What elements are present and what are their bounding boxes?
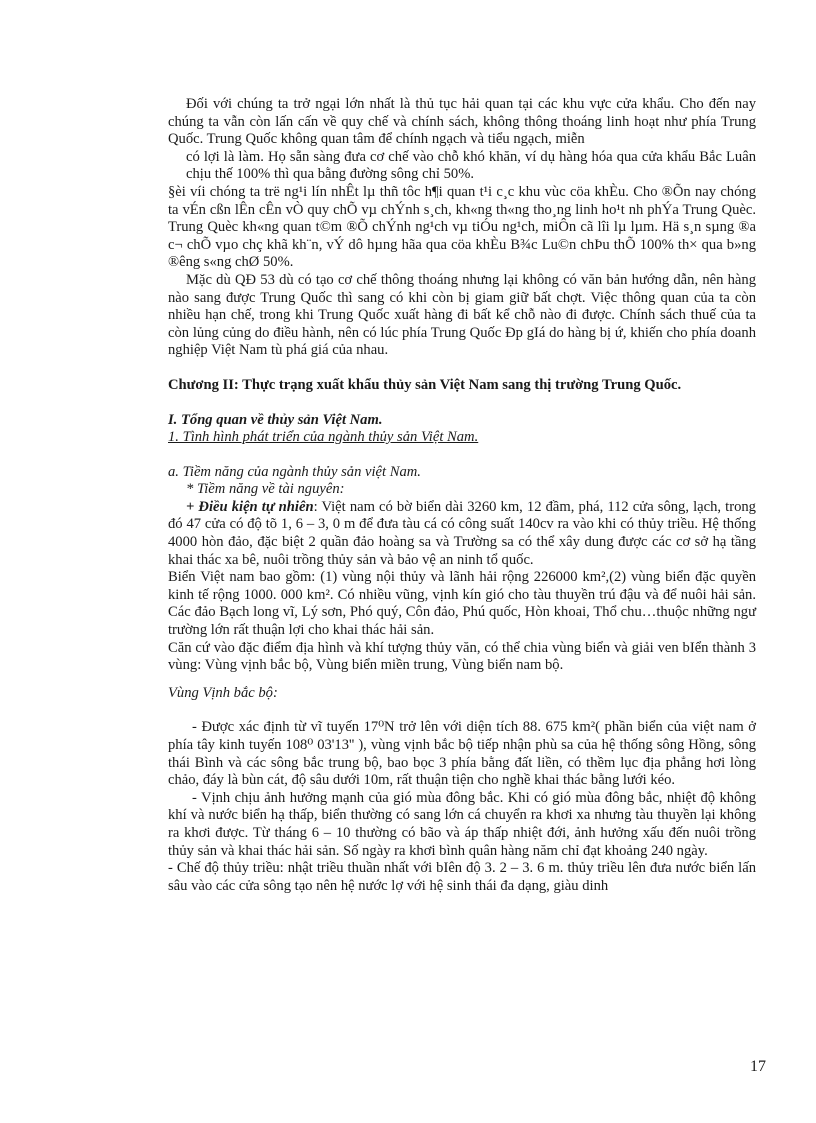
paragraph-decision-53: Mặc dù QĐ 53 dù có tạo cơ chế thông thoáng nhưng lại không có văn bản hướng dẫn, nên hàng nào sang được Trung Quốc thì sang có khi còn bị giam giữ bất chợt. Việc thông quan của ta còn nhiều hạn chế, trong khi Trung Quốc xuất hàng đi bất kể chỗ nào đi được. Chính sách thuế của ta còn lủng củng do điều hành, nên có lúc phía Trung Quốc Đp gIá do hàng bị ứ, khiến cho phía doanh nghiệp Việt Nam tù phá giá của nhau. <box>168 271 756 359</box>
section-title: I. Tổng quan về thủy sản Việt Nam. <box>168 411 383 428</box>
paragraph-garbled-encoding: §èi víi chóng ta trë ng¹i lín nhÊt lµ thñ tôc h¶i quan t¹i c¸c khu vùc cöa khÈu. Cho ®Õn nay chóng ta vÉn cßn lÊn cÊn vÒ quy chÕ vµ chÝnh s¸ch, kh«ng th«ng tho¸ng linh ho¹t nh phÝa Trung Quèc. Trung Quèc kh«ng quan t©m ®Õ chÝnh ng¹ch vµ tiÓu ng¹ch, miÔn cã lîi lµ lµm. Hä s¸n sµng ®a c¬ chÕ vµo chç khã kh¨n, vÝ dô hµng hãa qua cöa khÈu B¾c Lu©n chÞu thÕ 100% th× qua b»ng ®êng s«ng chØ 50%. <box>168 183 756 271</box>
chapter-title: Chương II: Thực trạng xuất khẩu thủy sản Việt Nam sang thị trường Trung Quốc. <box>168 376 682 393</box>
natural-conditions-label: + Điều kiện tự nhiên <box>186 498 314 515</box>
paragraph-gulf-location: - Được xác định từ vĩ tuyến 17⁰N trở lên với diện tích 88. 675 km²( phần biển của việt nam ở phía tây kinh tuyến 108⁰ 03'13'' ), vùng vịnh bắc bộ tiếp nhận phù sa của hệ thống sông Hồng, sông thái Bình và các sông bắc trung bộ, bao bọc 3 phía bằng đất liền, có thềm lục địa phẳng hơi lòng chảo, đáy là bùn cát, độ sâu dưới 10m, rất thuận tiện cho nghề khai thác bằng lưới kéo. <box>168 719 756 789</box>
heading-potential: a. Tiềm năng của ngành thủy sản việt Nam. <box>168 463 421 480</box>
paragraph-gulf-tides: - Chế độ thủy triều: nhật triều thuần nhất với bIên độ 3. 2 – 3. 6 m. thủy triều lên đưa nước biển lấn sâu vào các cửa sông tạo nên hệ nước lợ với hệ sinh thái đa dạng, giàu dinh <box>168 860 756 894</box>
paragraph-sea-zones: Biển Việt nam bao gồm: (1) vùng nội thủy và lãnh hải rộng 226000 km²,(2) vùng biển đặc quyền kinh tế rộng 1000. 000 km². Có nhiều vũng, vịnh kín gió cho tàu thuyền trú đậu và để nuôi hải sản. Các đảo Bạch long vĩ, Lý sơn, Phó quý, Côn đảo, Phú quốc, Hòn khoai, Thổ chu…thuộc những ngư trường lớn rất thuận lợi cho khai thác hải sản. <box>168 569 756 639</box>
paragraph-customs: Đối với chúng ta trở ngại lớn nhất là thủ tục hải quan tại các khu vực cửa khẩu. Cho đến nay chúng ta vẫn còn lấn cấn về quy chế và chính sách, không thông thoáng linh hoạt như phía Trung Quốc. Trung Quốc không quan tâm để chính ngạch và tiểu ngạch, miễn <box>168 96 756 148</box>
paragraph-three-regions: Căn cứ vào đặc điểm địa hình và khí tượng thủy văn, có thể chia vùng biển và giải ven bIển thành 3 vùng: Vùng vịnh bắc bộ, Vùng biển miền trung, Vùng biển nam bộ. <box>168 639 756 674</box>
heading-gulf-tonkin: Vùng Vịnh bắc bộ: <box>168 684 278 701</box>
heading-resources: * Tiềm năng về tài nguyên: <box>186 481 345 498</box>
page-number: 17 <box>750 1058 766 1075</box>
paragraph-natural-conditions <box>168 499 756 569</box>
paragraph-customs-cont: có lợi là làm. Họ sẵn sàng đưa cơ chế vào chỗ khó khăn, ví dụ hàng hóa qua cửa khẩu Bắc Luân chịu thế 100% thì qua bằng đường sông chỉ 50%. <box>186 148 756 183</box>
natural-conditions-text: : Việt nam có bờ biển dài 3260 km, 12 đầm, phá, 112 cửa sông, lạch, trong đó 47 cửa có độ tõ 1, 6 – 3, 0 m để đưa tàu cá có công suất 140cv ra vào khi có thủy triều. Hệ thống 4000 hòn đảo, đặc biệt 2 quần đảo hoàng sa và Trường sa có thể xây dung được các cơ sở hạ tầng khai thác xa bê, nuôi trồng thủy sản và bảo vệ an ninh tổ quốc. <box>168 498 756 568</box>
paragraph-gulf-monsoon: - Vịnh chịu ảnh hưởng mạnh của gió mùa đông bắc. Khi có gió mùa đông bắc, nhiệt độ không khí và nước biển hạ thấp, biển thường có sang lớn cá chuyển ra khơi xa nhưng tàu thuyền lại không ra khơi được. Từ tháng 6 – 10 thường có bão và áp thấp nhiệt đới, ảnh hưởng xấu đến nuôi trồng thủy sản và khai thác hải sản. Số ngày ra khơi bình quân hàng năm chỉ đạt khoảng 240 ngày. <box>168 789 756 859</box>
page-body <box>168 96 756 895</box>
subsection-title: 1. Tình hình phát triển của ngành thủy sản Việt Nam. <box>168 429 479 446</box>
